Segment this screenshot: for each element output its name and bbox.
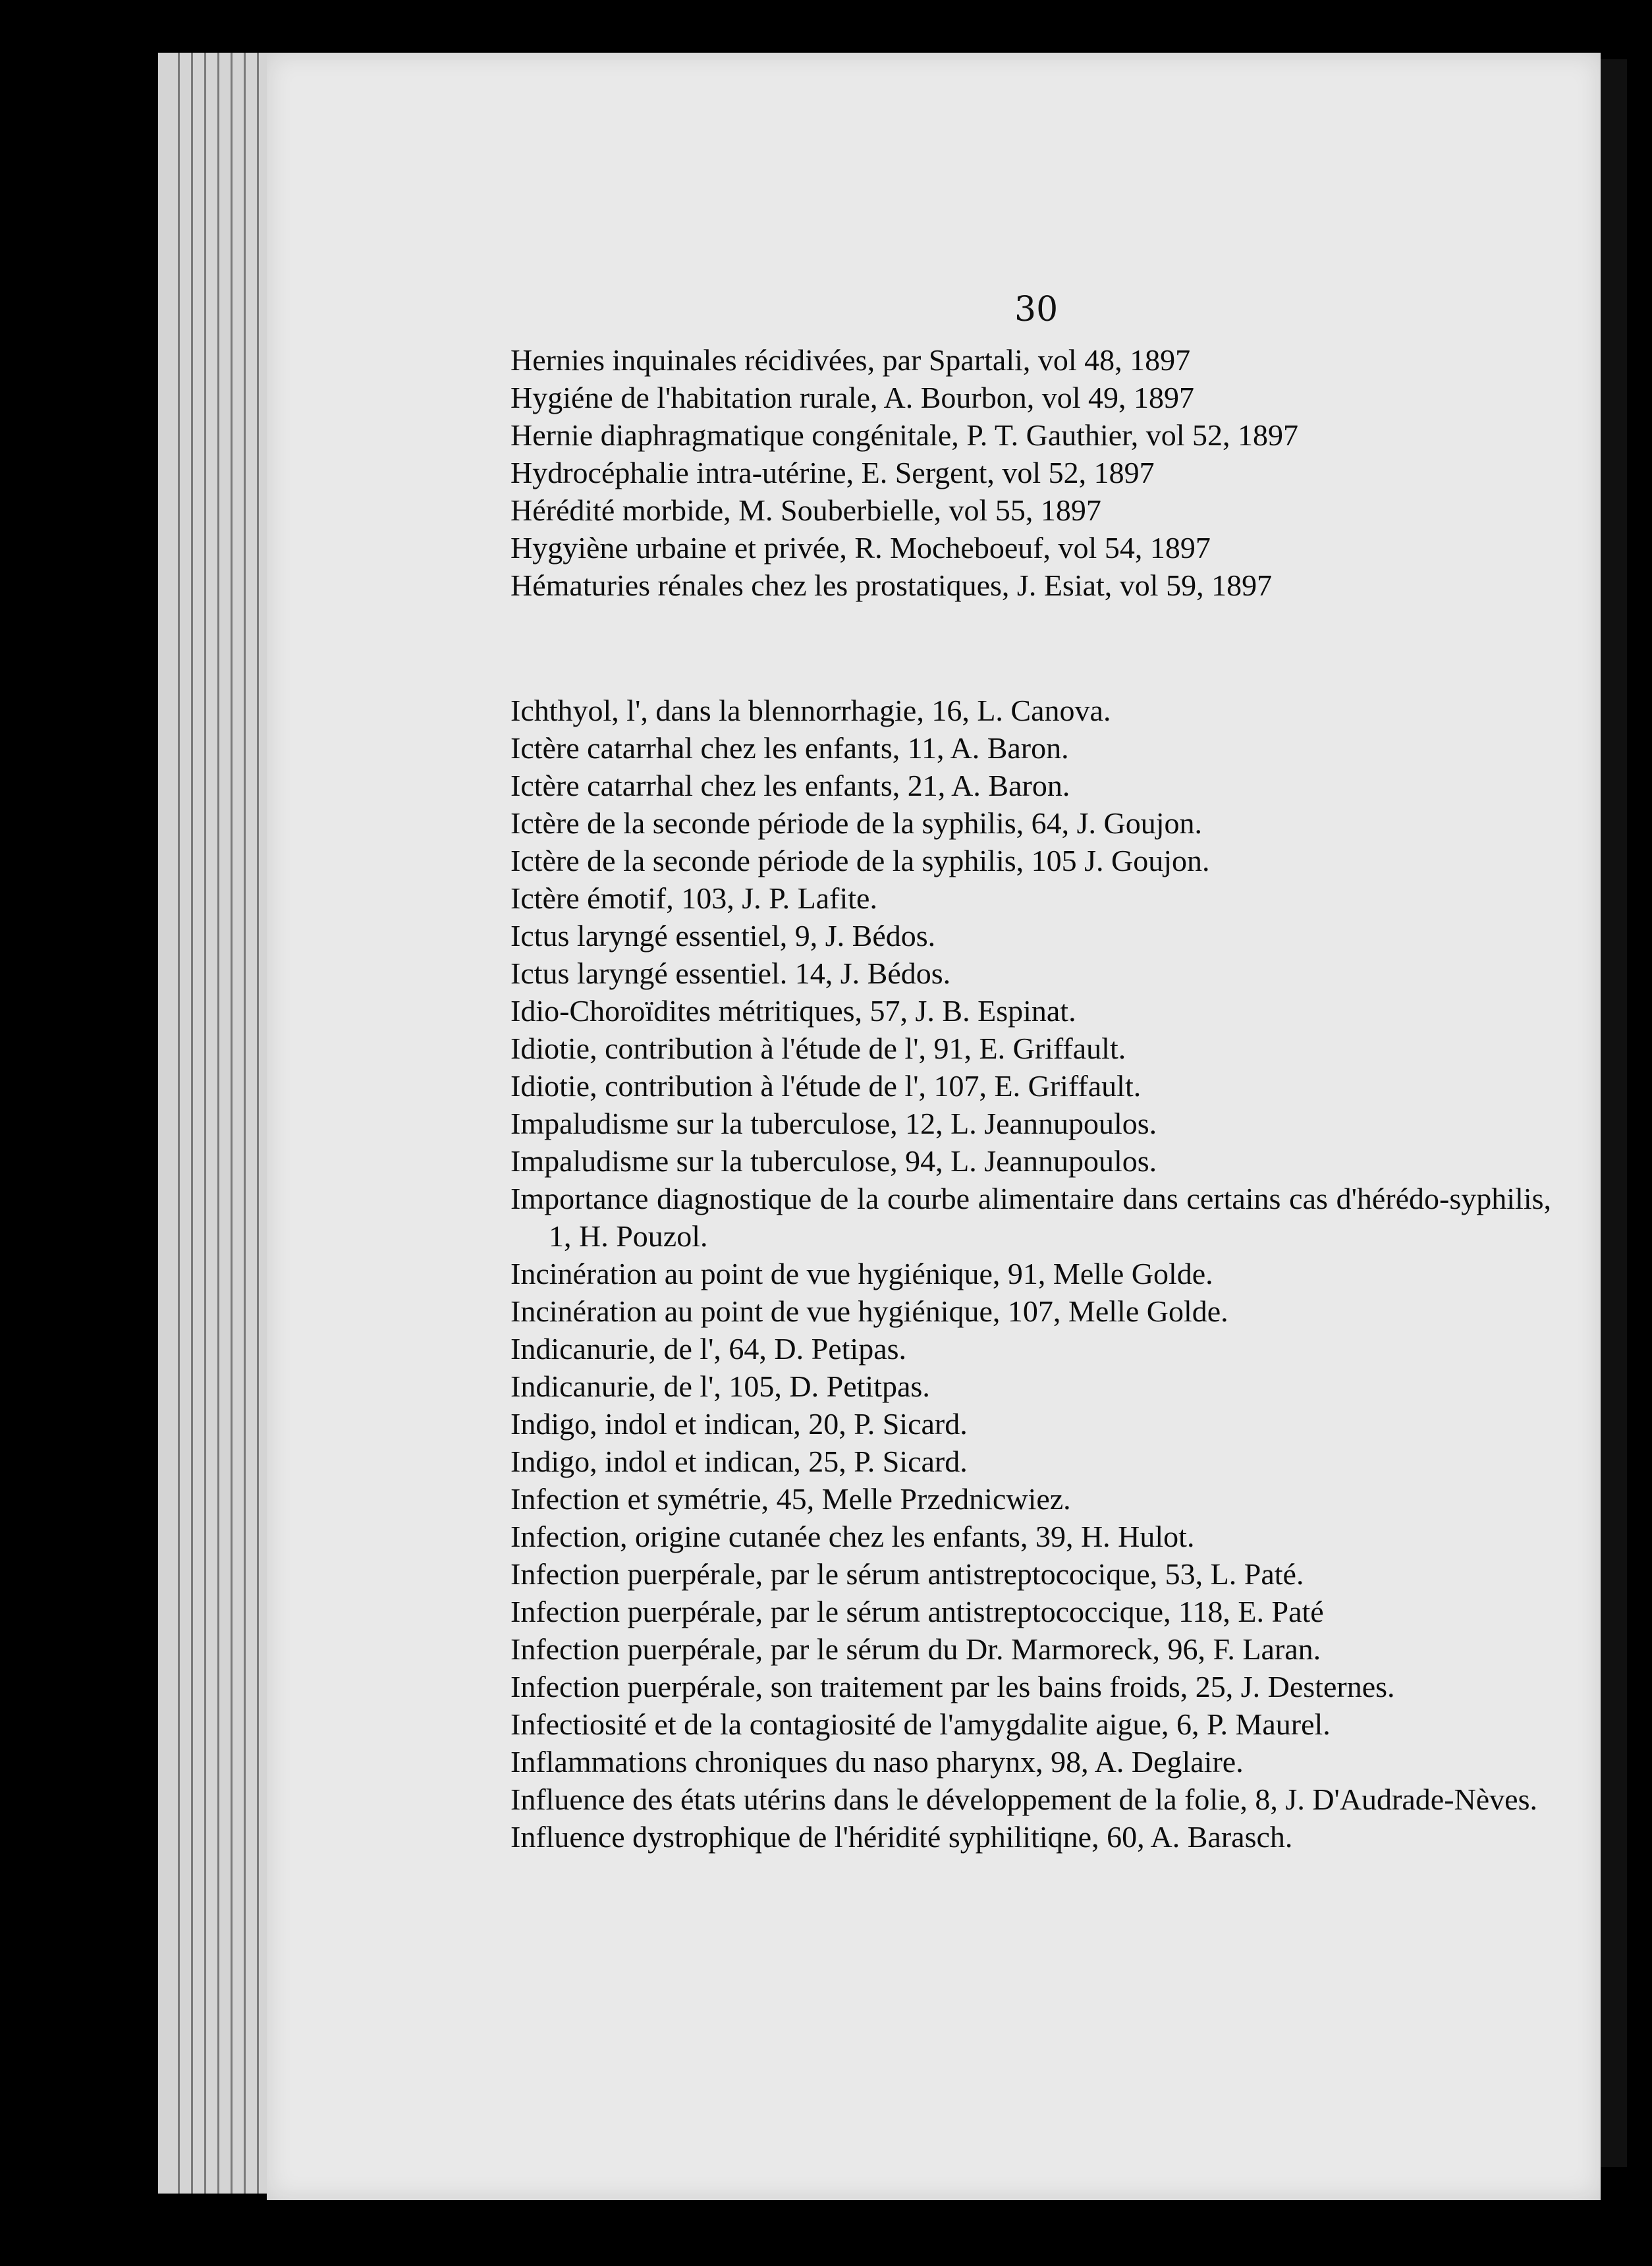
index-entry: Hernie diaphragmatique congénitale, P. T. Gauthier, vol 52, 1897	[510, 418, 1298, 452]
index-entry: Incinération au point de vue hygiénique, 107, Melle Golde.	[510, 1294, 1228, 1328]
index-entry: Ictus laryngé essentiel, 9, J. Bédos.	[510, 919, 936, 953]
index-entry: Infection puerpérale, son traitement par les bains froids, 25, J. Desternes.	[510, 1670, 1395, 1703]
index-entry: Ictère émotif, 103, J. P. Lafite.	[510, 881, 877, 915]
index-entry: Influence dystrophique de l'héridité syphilitiqne, 60, A. Barasch.	[510, 1820, 1293, 1854]
index-entry: Hérédité morbide, M. Souberbielle, vol 55, 1897	[510, 493, 1101, 527]
index-entry: Idiotie, contribution à l'étude de l', 107, E. Griffault.	[510, 1069, 1142, 1103]
index-group-h	[510, 341, 1551, 604]
index-entry: Hygyiène urbaine et privée, R. Mocheboeuf, vol 54, 1897	[510, 531, 1211, 565]
index-entry: Idiotie, contribution à l'étude de l', 91, E. Griffault.	[510, 1032, 1126, 1065]
index-entry: Ictus laryngé essentiel. 14, J. Bédos.	[510, 956, 951, 990]
index-entry: Influence des états utérins dans le développement de la folie, 8, J. D'Audrade-Nèves.	[510, 1782, 1537, 1816]
index-entry: Indicanurie, de l', 64, D. Petipas.	[510, 1332, 907, 1366]
index-entry: Indigo, indol et indican, 25, P. Sicard.	[510, 1445, 968, 1478]
index-entry: Hématuries rénales chez les prostatiques, J. Esiat, vol 59, 1897	[510, 568, 1273, 602]
index-entry: Ichthyol, l', dans la blennorrhagie, 16, L. Canova.	[510, 694, 1111, 727]
index-entry: Indicanurie, de l', 105, D. Petitpas.	[510, 1369, 930, 1403]
index-entry: Ictère de la seconde période de la syphilis, 105 J. Goujon.	[510, 844, 1210, 877]
index-entry: Indigo, indol et indican, 20, P. Sicard.	[510, 1407, 968, 1441]
index-entry: Infectiosité et de la contagiosité de l'amygdalite aigue, 6, P. Maurel.	[510, 1707, 1331, 1741]
index-entry: Idio-Choroïdites métritiques, 57, J. B. Espinat.	[510, 994, 1076, 1028]
index-entry: Incinération au point de vue hygiénique, 91, Melle Golde.	[510, 1257, 1213, 1290]
index-entry: Inflammations chroniques du naso pharynx, 98, A. Deglaire.	[510, 1745, 1244, 1779]
index-entry: Infection puerpérale, par le sérum antistreptococique, 53, L. Paté.	[510, 1557, 1304, 1591]
index-entry: Hydrocéphalie intra-utérine, E. Sergent, vol 52, 1897	[510, 456, 1155, 489]
index-entry: Impaludisme sur la tuberculose, 12, L. Jeannupoulos.	[510, 1107, 1157, 1140]
index-group-i	[510, 692, 1551, 1856]
index-entry: Hygiéne de l'habitation rurale, A. Bourbon, vol 49, 1897	[510, 381, 1194, 414]
index-entry: Hernies inquinales récidivées, par Spartali, vol 48, 1897	[510, 343, 1191, 377]
index-entry: Importance diagnostique de la courbe alimentaire dans certains cas d'hérédo-syphilis, 1, H. Pouzol.	[510, 1182, 1551, 1253]
index-entry: Infection et symétrie, 45, Melle Przednicwiez.	[510, 1482, 1071, 1516]
index-entry: Ictère catarrhal chez les enfants, 21, A. Baron.	[510, 769, 1070, 802]
index-entry: Infection, origine cutanée chez les enfants, 39, H. Hulot.	[510, 1520, 1195, 1553]
page-stack-lines	[171, 53, 270, 2194]
page-right-shadow	[1601, 59, 1627, 2167]
index-entry: Infection puerpérale, par le sérum antistreptococcique, 118, E. Paté	[510, 1595, 1324, 1628]
index-entry: Infection puerpérale, par le sérum du Dr. Marmoreck, 96, F. Laran.	[510, 1632, 1321, 1666]
index-entry: Ictère de la seconde période de la syphilis, 64, J. Goujon.	[510, 806, 1203, 840]
index-entry: Ictère catarrhal chez les enfants, 11, A. Baron.	[510, 731, 1069, 765]
index-entry: Impaludisme sur la tuberculose, 94, L. Jeannupoulos.	[510, 1144, 1157, 1178]
page-number: 30	[1014, 290, 1059, 329]
